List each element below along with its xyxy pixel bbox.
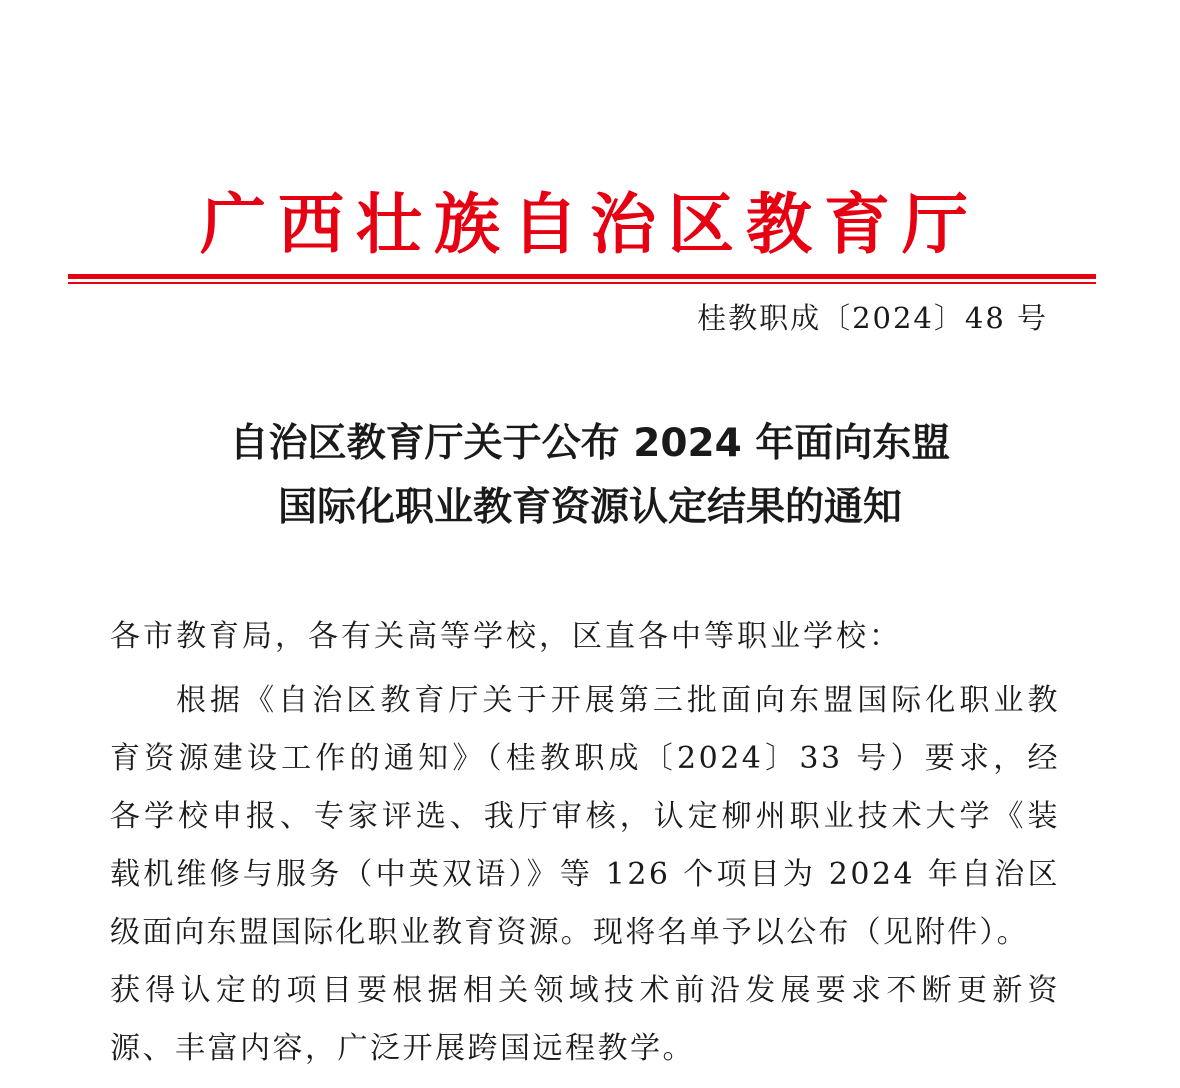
- paragraph-line: 源、丰富内容，广泛开展跨国远程教学。: [110, 1031, 695, 1066]
- red-rule-thin: [68, 282, 1096, 284]
- letterhead-red-rule: [68, 274, 1096, 285]
- paragraph-line: 根据《自治区教育厅关于开展第三批面向东盟国际化职业教: [176, 683, 1060, 718]
- paragraph-line: 各学校申报、专家评选、我厅审核，认定柳州职业技术大学《装: [110, 799, 1060, 834]
- body-paragraph: [110, 672, 1060, 1078]
- notice-title-line-2: 国际化职业教育资源认定结果的通知: [277, 485, 902, 530]
- paragraph-line: 育资源建设工作的通知》（桂教职成〔2024〕33 号）要求，经: [110, 741, 1060, 776]
- notice-title-line-1: 自治区教育厅关于公布 2024 年面向东盟: [229, 421, 951, 466]
- paragraph-line: 载机维修与服务（中英双语）》等 126 个项目为 2024 年自治区: [110, 857, 1060, 892]
- red-rule-thick: [68, 274, 1096, 279]
- paragraph-line: 级面向东盟国际化职业教育资源。现将名单予以公布（见附件）。: [110, 915, 1029, 950]
- notice-title: [0, 412, 1180, 540]
- salutation: 各市教育局，各有关高等学校，区直各中等职业学校：: [110, 619, 902, 654]
- document-number: 桂教职成〔2024〕48 号: [697, 301, 1048, 335]
- agency-letterhead: 广西壮族自治区教育厅: [200, 186, 980, 263]
- paragraph-line: 获得认定的项目要根据相关领域技术前沿发展要求不断更新资: [110, 973, 1060, 1008]
